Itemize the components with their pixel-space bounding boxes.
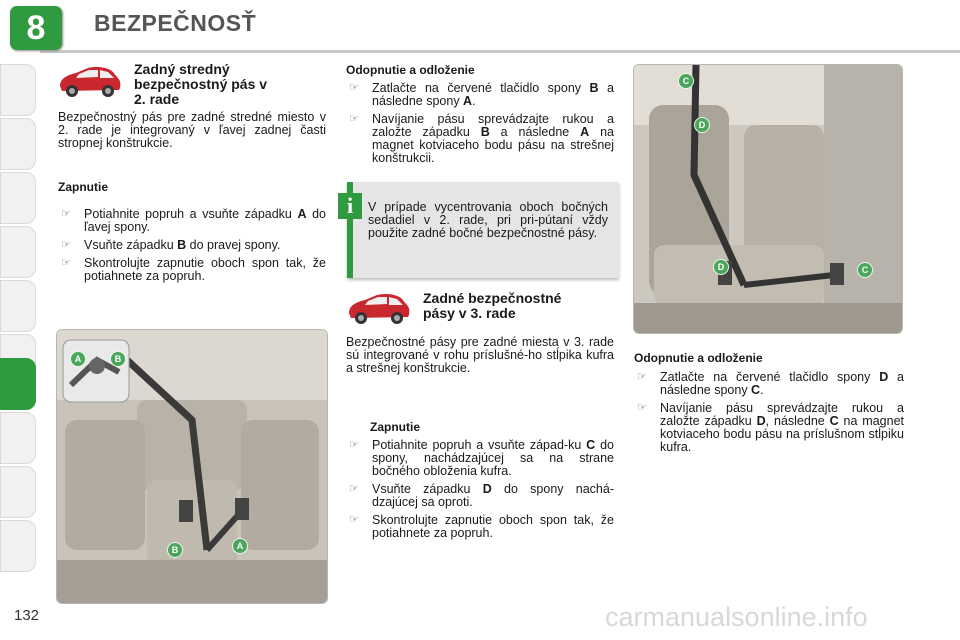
section2-fasten-list [346,439,614,545]
chapter-tab-3[interactable] [0,172,36,224]
section1-release-list [346,82,614,170]
section1-fasten-heading: Zapnutie [58,180,108,194]
chapter-tab-10[interactable] [0,466,36,518]
section1-intro: Bezpečnostný pás pre zadné stredné miesto v 2. rade je integrovaný v ľavej zadnej časti stropnej konštrukcie. [58,110,326,150]
rear-seat-photo-left [56,329,328,604]
section2-fasten-heading: Zapnutie [370,420,420,434]
chapter-tab-1[interactable] [0,64,36,116]
section1-fasten-list [58,208,326,288]
section1-release-heading: Odopnutie a odloženie [346,63,475,77]
list-item: ☞ Potiahnite popruh a vsuňte západku A do ľavej spony. [61,207,326,234]
list-item: ☞ Skontrolujte zapnutie oboch spon tak, že potiahnete za popruh. [61,256,326,283]
marker-a: A [70,351,86,367]
section2-release-list [634,371,904,459]
car-icon [343,289,413,327]
marker-c: C [857,262,873,278]
chapter-tab-11[interactable] [0,520,36,572]
chapter-tab-9[interactable] [0,412,36,464]
page-number: 132 [14,607,40,624]
list-item: ☞ Potiahnite popruh a vsuňte západ-ku C do spony, nachádzajúcej sa na strane bočného obloženia kufra. [349,438,614,478]
section2-release-heading: Odopnutie a odloženie [634,351,763,365]
marker-b: B [167,542,183,558]
section2-intro: Bezpečnostné pásy pre zadné miesta v 3. rade sú integrované v rohu príslušné-ho stĺpika kufra a strešnej konštrukcie. [346,335,614,375]
watermark: carmanualsonline.info [605,602,868,632]
page-title: BEZPEČNOSŤ [94,10,257,36]
list-item: ☞ Navíjanie pásu sprevádzajte rukou a založte západku D, následne C na magnet kotviaceho bodu pásu na príslušnom stĺpiku kufra. [637,401,905,454]
info-text: V prípade vycentrovania oboch bočných sedadiel v 2. rade, pri pri-pútaní vždy použite zadné bočné bezpečnostné pásy. [368,200,608,240]
list-item: ☞ Skontrolujte zapnutie oboch spon tak, že potiahnete za popruh. [349,513,614,540]
list-item: ☞ Vsuňte západku B do pravej spony. [61,238,281,252]
list-item: ☞ Zatlačte na červené tlačidlo spony B a následne spony A. [349,81,614,108]
list-item: ☞ Navíjanie pásu sprevádzajte rukou a založte západku B a následne A na magnet kotviaceho bodu pásu na strešnej konštrukcii. [349,112,614,165]
section2-heading: Zadné bezpečnostné pásy v 3. rade [423,290,562,321]
header-rule [40,50,960,53]
marker-d: D [694,117,710,133]
marker-b: B [110,351,126,367]
section1-heading: Zadný stredný bezpečnostný pás v 2. rade [134,61,268,107]
list-item: ☞ Zatlačte na červené tlačidlo spony D a následne spony C. [637,370,904,397]
marker-c: C [678,73,694,89]
chapter-tab-active[interactable] [0,358,36,410]
marker-a: A [232,538,248,554]
chapter-tab-4[interactable] [0,226,36,278]
rear-seat-photo-right [633,64,903,334]
info-icon: i [338,193,362,219]
chapter-tab-2[interactable] [0,118,36,170]
car-icon [54,62,124,100]
list-item: ☞ Vsuňte západku D do spony nachá-dzajúcej sa oproti. [349,482,614,509]
chapter-tab-5[interactable] [0,280,36,332]
marker-d: D [713,259,729,275]
chapter-badge: 8 [10,6,62,50]
